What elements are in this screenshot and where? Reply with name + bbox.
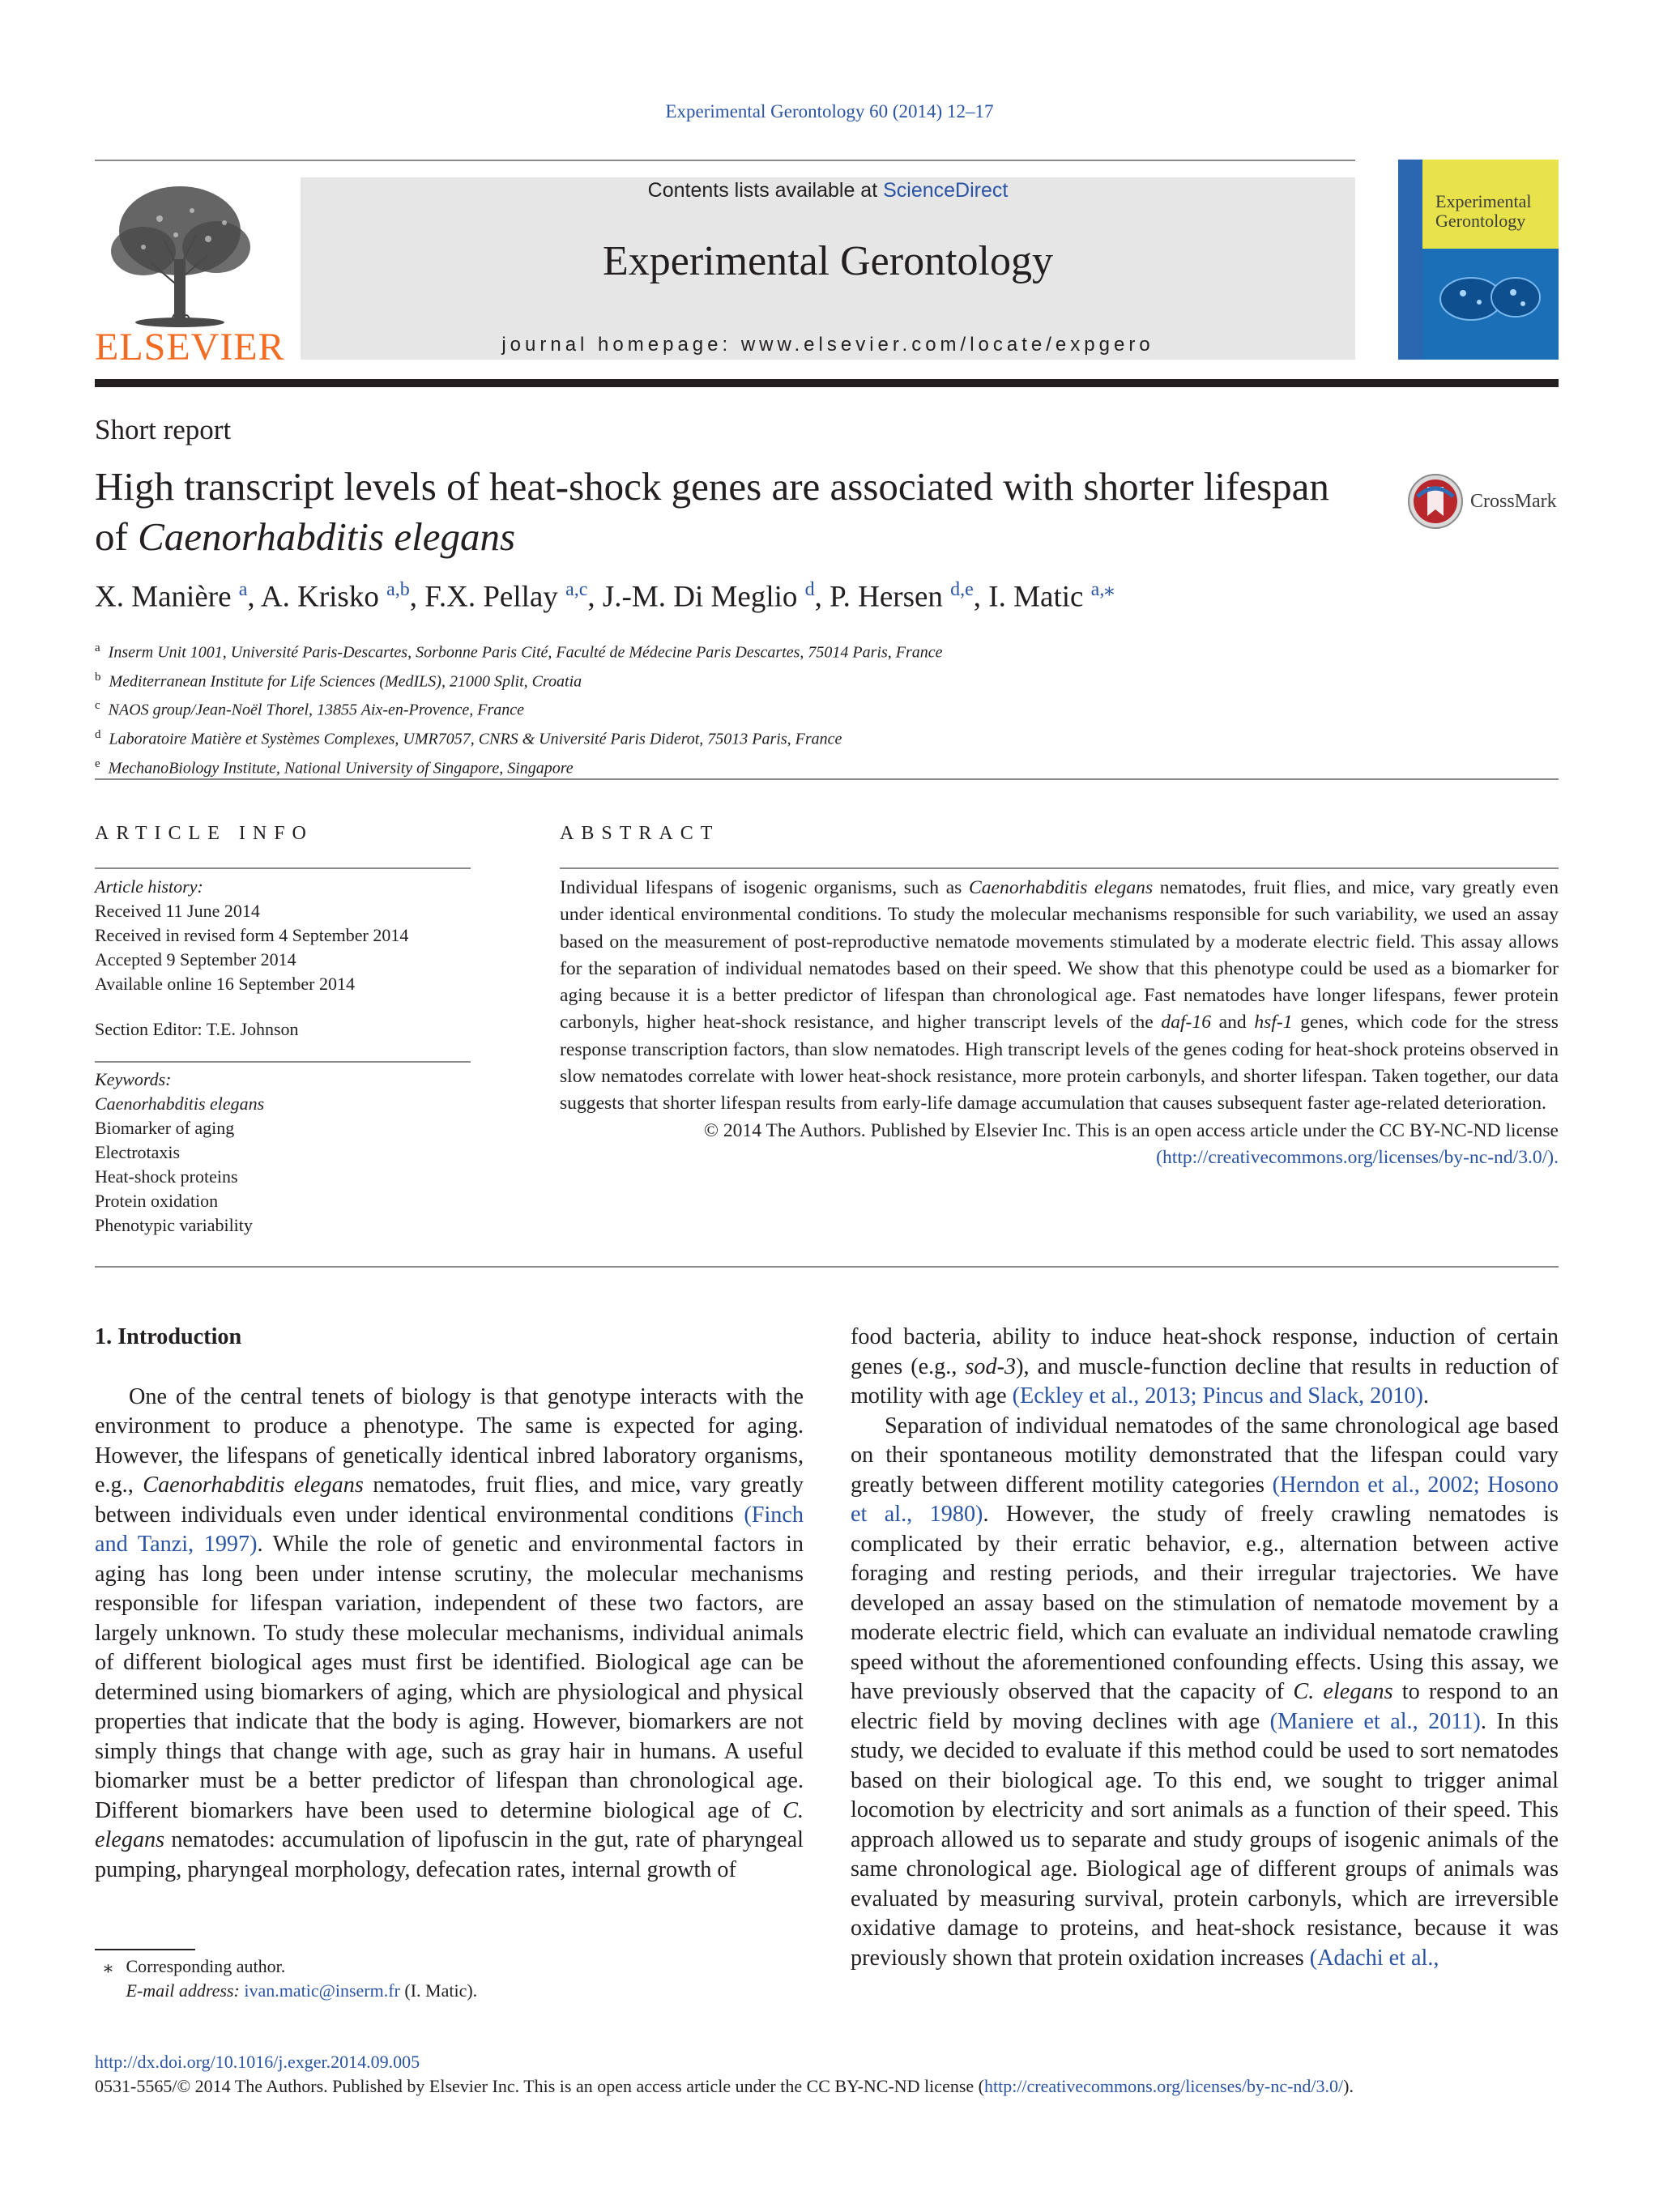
affiliation-text: MechanoBiology Institute, National University of Singapore, Singapore [108, 759, 574, 778]
crossmark-label[interactable]: CrossMark [1470, 491, 1557, 512]
author-name[interactable]: F.X. Pellay [424, 580, 558, 614]
citation-link[interactable]: (Maniere et al., 2011) [1269, 1708, 1481, 1734]
cover-title: Experimental Gerontology [1435, 191, 1532, 231]
online-date: Available online 16 September 2014 [95, 974, 355, 994]
header-thick-rule [95, 379, 1559, 387]
header-rule [95, 160, 1355, 161]
abstract-heading: ABSTRACT [560, 823, 720, 844]
article-history [95, 875, 408, 996]
body-column-left [95, 1323, 804, 1885]
author-affiliation-mark[interactable]: a,b [386, 579, 410, 600]
body-text: . While the role of genetic and environmental factors in aging has long been under intense scrutiny, the molecular mechanisms responsible for lifespan variation, independent of these two factors, are largely unknown. To study these molecular mechanisms, individual animals of different biological ages must first be identified. Biological age can be determined using biomarkers of aging, which are physiological and physical properties that indicate that the body is aging. However, biomarkers are not simply things that change with age, such as gray hair in humans. A useful biomarker must be a better predictor of lifespan than chronological age. Different biomarkers have been used to determine biological age of [95, 1532, 804, 1823]
author-affiliation-mark[interactable]: d,e [950, 579, 974, 600]
journal-homepage[interactable]: journal homepage: www.elsevier.com/locate/expgero [501, 334, 1154, 356]
copyright-text: © 2014 The Authors. Published by Elsevier Inc. This is an open access article under the CC BY-NC-ND license [704, 1119, 1559, 1141]
body-text: ), and muscle-function decline that results in reduction of motility with age [851, 1353, 1559, 1409]
author-affiliation-mark[interactable]: d [804, 579, 815, 600]
body-text: food bacteria, ability to induce heat-shock response, induction of certain genes (e.g., [851, 1324, 1559, 1379]
body-text: nematodes, fruit flies, and mice, vary greatly between individuals even under identical environmental conditions [95, 1473, 804, 1528]
author-name[interactable]: I. Matic [988, 580, 1084, 614]
body-text: . In this study, we decided to evaluate if this method could be used to sort nematodes based on their biological age. To this end, we sought to trigger animal locomotion by electricity and sort animals as a function of their speed. This approach allowed us to separate and study groups of isogenic animals of the same chronological age. Biological age of different groups of animals was evaluated by measuring survival, protein carbonyls, which are irreversible oxidative damage to proteins, and heat-shock resistance, because it was previously shown that protein oxidation increases [851, 1708, 1559, 1971]
affiliation-key: e [95, 757, 100, 770]
affiliation-key: b [95, 670, 101, 684]
section-editor: Section Editor: T.E. Johnson [95, 1019, 299, 1039]
author-name[interactable]: X. Manière [95, 580, 232, 614]
divider [95, 1061, 471, 1063]
keywords-label: Keywords: [95, 1069, 172, 1089]
doi-link[interactable]: http://dx.doi.org/10.1016/j.exger.2014.09.005 [95, 2052, 420, 2072]
contents-prefix: Contents lists available at [647, 179, 884, 202]
affiliation-item [95, 722, 943, 752]
author-affiliation-mark[interactable]: a [238, 579, 248, 600]
license-text: ). [1343, 2076, 1354, 2096]
article-title [95, 462, 1342, 562]
body-text: nematodes: accumulation of lipofuscin in the gut, rate of pharyngeal pumping, pharyngeal morphology, defecation rates, internal growth of [95, 1827, 804, 1882]
body-text: . However, the study of freely crawling nematodes is complicated by their erratic behavior, e.g., alternation between active foraging and resting periods, and their irregular trajectories. We have developed an assay based on the stimulation of nematode movement by a moderate electric field, which can evaluate an individual nematode crawling speed without the aforementioned confounding effects. Using this assay, we have previously observed that the capacity of [851, 1502, 1559, 1704]
sciencedirect-link[interactable]: ScienceDirect [883, 179, 1009, 202]
species-name: Caenorhabditis elegans [969, 877, 1154, 898]
email-label: E-mail address: [126, 1980, 240, 2001]
footnote-text: Corresponding author. [126, 1956, 286, 1976]
gene-name: sod-3 [965, 1353, 1017, 1379]
keyword-item: Electrotaxis [95, 1142, 181, 1162]
license-footer [95, 2076, 1354, 2097]
author-list: X. Manière $^a$, A. Krisko $^{a,b}$, F.X. Pellay $^{a,c}$, J.-M. Di Meglio $^d$, P. Hersen $^{d,e}$, I. Matic $^{a,⁎}$ [95, 579, 1115, 614]
gene-name: hsf-1 [1254, 1012, 1293, 1034]
citation-link[interactable]: (Eckley et al., 2013; Pincus and Slack, 2010) [1012, 1383, 1423, 1409]
cover-image [1422, 249, 1559, 360]
affiliation-key: c [95, 699, 100, 713]
body-column-right [851, 1323, 1559, 1973]
journal-citation[interactable]: Experimental Gerontology 60 (2014) 12–17 [665, 101, 994, 121]
citation-link[interactable]: (Adachi et al., [1309, 1945, 1439, 1971]
species-name: Caenorhabditis elegans [143, 1473, 364, 1498]
section-heading: 1. Introduction [95, 1324, 242, 1349]
footnote-line [95, 1979, 477, 2003]
affiliation-text: Laboratoire Matière et Systèmes Complexes, UMR7057, CNRS & Université Paris Diderot, 75013 Paris, France [109, 730, 842, 748]
email-link[interactable]: ivan.matic@inserm.fr [244, 1980, 400, 2001]
abstract-text: nematodes, fruit flies, and mice, vary greatly even under identical environmental conditions. To study the molecular mechanisms responsible for such variability, we used an assay based on the measurement of post-reproductive nematode movements stimulated by a moderate electric field. This assay allows for the separation of individual nematodes based on their speed. We show that this phenotype could be used as a biomarker for aging because it is a better predictor of lifespan than chronological age. Fast nematodes have longer lifespans, fewer protein carbonyls, higher heat-shock resistance, and higher transcript levels of the [560, 877, 1559, 1034]
affiliation-item [95, 693, 943, 722]
body-text: . [1422, 1383, 1429, 1409]
abstract-body [560, 875, 1559, 1171]
affiliation-key: d [95, 727, 101, 741]
affiliation-text: NAOS group/Jean-Noël Thorel, 13855 Aix-en-Provence, France [108, 701, 525, 719]
affiliation-item [95, 665, 943, 694]
body-text: One of the central tenets of biology is that genotype interacts with the environment to produce a phenotype. The same is expected for aging. However, the lifespans of genetically identical inbred laboratory organisms, e.g., [95, 1383, 804, 1498]
keyword-item: Biomarker of aging [95, 1118, 235, 1138]
article-type: Short report [95, 414, 232, 445]
divider [95, 778, 1559, 780]
abstract-text: genes, which code for the stress response transcription factors, than slow nematodes. High transcript levels of the genes coding for heat-shock proteins observed in slow nematodes correlate with lower heat-shock resistance, more protein carbonyls, and shorter lifespan. Taken together, our data suggests that shorter lifespan results from early-life damage accumulation that causes subsequent faster age-related deterioration. [560, 1012, 1559, 1115]
species-name: C. elegans [95, 1797, 804, 1852]
body-text: Separation of individual nematodes of the same chronological age based on their spontaneous motility demonstrated that the lifespan could vary greatly between different motility categories [851, 1413, 1559, 1498]
author-affiliation-mark[interactable]: a,c [565, 579, 588, 600]
keyword-item: Protein oxidation [95, 1191, 219, 1211]
keyword-item: Heat-shock proteins [95, 1166, 238, 1187]
citation-link[interactable]: (Herndon et al., 2002; Hosono et al., 1980) [851, 1472, 1559, 1527]
footnote-line [95, 1954, 477, 1979]
cover-cells-graphic [1422, 249, 1559, 360]
history-label: Article history: [95, 876, 203, 897]
license-link[interactable]: (http://creativecommons.org/licenses/by-nc-nd/3.0/). [1156, 1146, 1559, 1168]
keyword-item: Phenotypic variability [95, 1215, 253, 1235]
author-name[interactable]: J.-M. Di Meglio [602, 580, 798, 614]
author-affiliation-mark[interactable]: a,⁎ [1090, 579, 1115, 600]
keywords [95, 1068, 264, 1238]
affiliation-list [95, 636, 943, 780]
elsevier-wordmark: ELSEVIER [95, 326, 285, 369]
abstract-text: and [1211, 1012, 1255, 1034]
footnote-rule [95, 1949, 195, 1950]
article-info-heading: ARTICLE INFO [95, 823, 313, 844]
body-paragraph [851, 1412, 1559, 1974]
affiliation-text: Inserm Unit 1001, Université Paris-Descartes, Sorbonne Paris Cité, Faculté de Médecine Paris Descartes, 75014 Paris, France [108, 643, 943, 662]
abstract-paragraph [560, 875, 1559, 1118]
license-link[interactable]: http://creativecommons.org/licenses/by-nc-nd/3.0/ [983, 2076, 1344, 2096]
contents-line [301, 179, 1355, 202]
abstract-copyright [560, 1118, 1559, 1172]
gene-name: daf-16 [1161, 1012, 1211, 1034]
author-name[interactable]: A. Krisko [260, 580, 379, 614]
divider [95, 867, 471, 869]
accepted-date: Accepted 9 September 2014 [95, 949, 296, 970]
revised-date: Received in revised form 4 September 2014 [95, 925, 409, 945]
divider [95, 1266, 1559, 1268]
journal-cover-thumbnail[interactable] [1398, 160, 1559, 360]
license-text: 0531-5565/© 2014 The Authors. Published by Elsevier Inc. This is an open access article under the CC BY-NC-ND license ( [95, 2076, 984, 2096]
affiliation-key: a [95, 641, 100, 654]
footnote-marker: ⁎ [104, 1956, 113, 1976]
body-paragraph [851, 1323, 1559, 1412]
affiliation-item [95, 752, 943, 781]
title-text: High transcript levels of heat-shock genes are associated with shorter lifespan of [95, 464, 1329, 559]
footnote-text: (I. Matic). [399, 1980, 478, 2001]
citation-link[interactable]: (Finch and Tanzi, 1997) [95, 1502, 804, 1557]
affiliation-text: Mediterranean Institute for Life Sciences (MedILS), 21000 Split, Croatia [109, 672, 582, 691]
abstract-text: Individual lifespans of isogenic organisms, such as [560, 877, 970, 898]
journal-name: Experimental Gerontology [603, 238, 1053, 284]
body-text: to respond to an electric field by moving declines with age [851, 1679, 1559, 1734]
received-date: Received 11 June 2014 [95, 901, 260, 921]
affiliation-item [95, 636, 943, 665]
corresponding-author-footnote [95, 1954, 477, 2003]
keyword-item: Caenorhabditis elegans [95, 1093, 265, 1114]
author-name[interactable]: P. Hersen [830, 580, 943, 614]
body-paragraph [95, 1383, 804, 1886]
divider [560, 867, 1559, 869]
title-species: Caenorhabditis elegans [138, 514, 516, 559]
crossmark-icon[interactable] [1406, 472, 1465, 531]
species-name: C. elegans [1293, 1679, 1393, 1704]
cover-spine [1398, 160, 1422, 360]
